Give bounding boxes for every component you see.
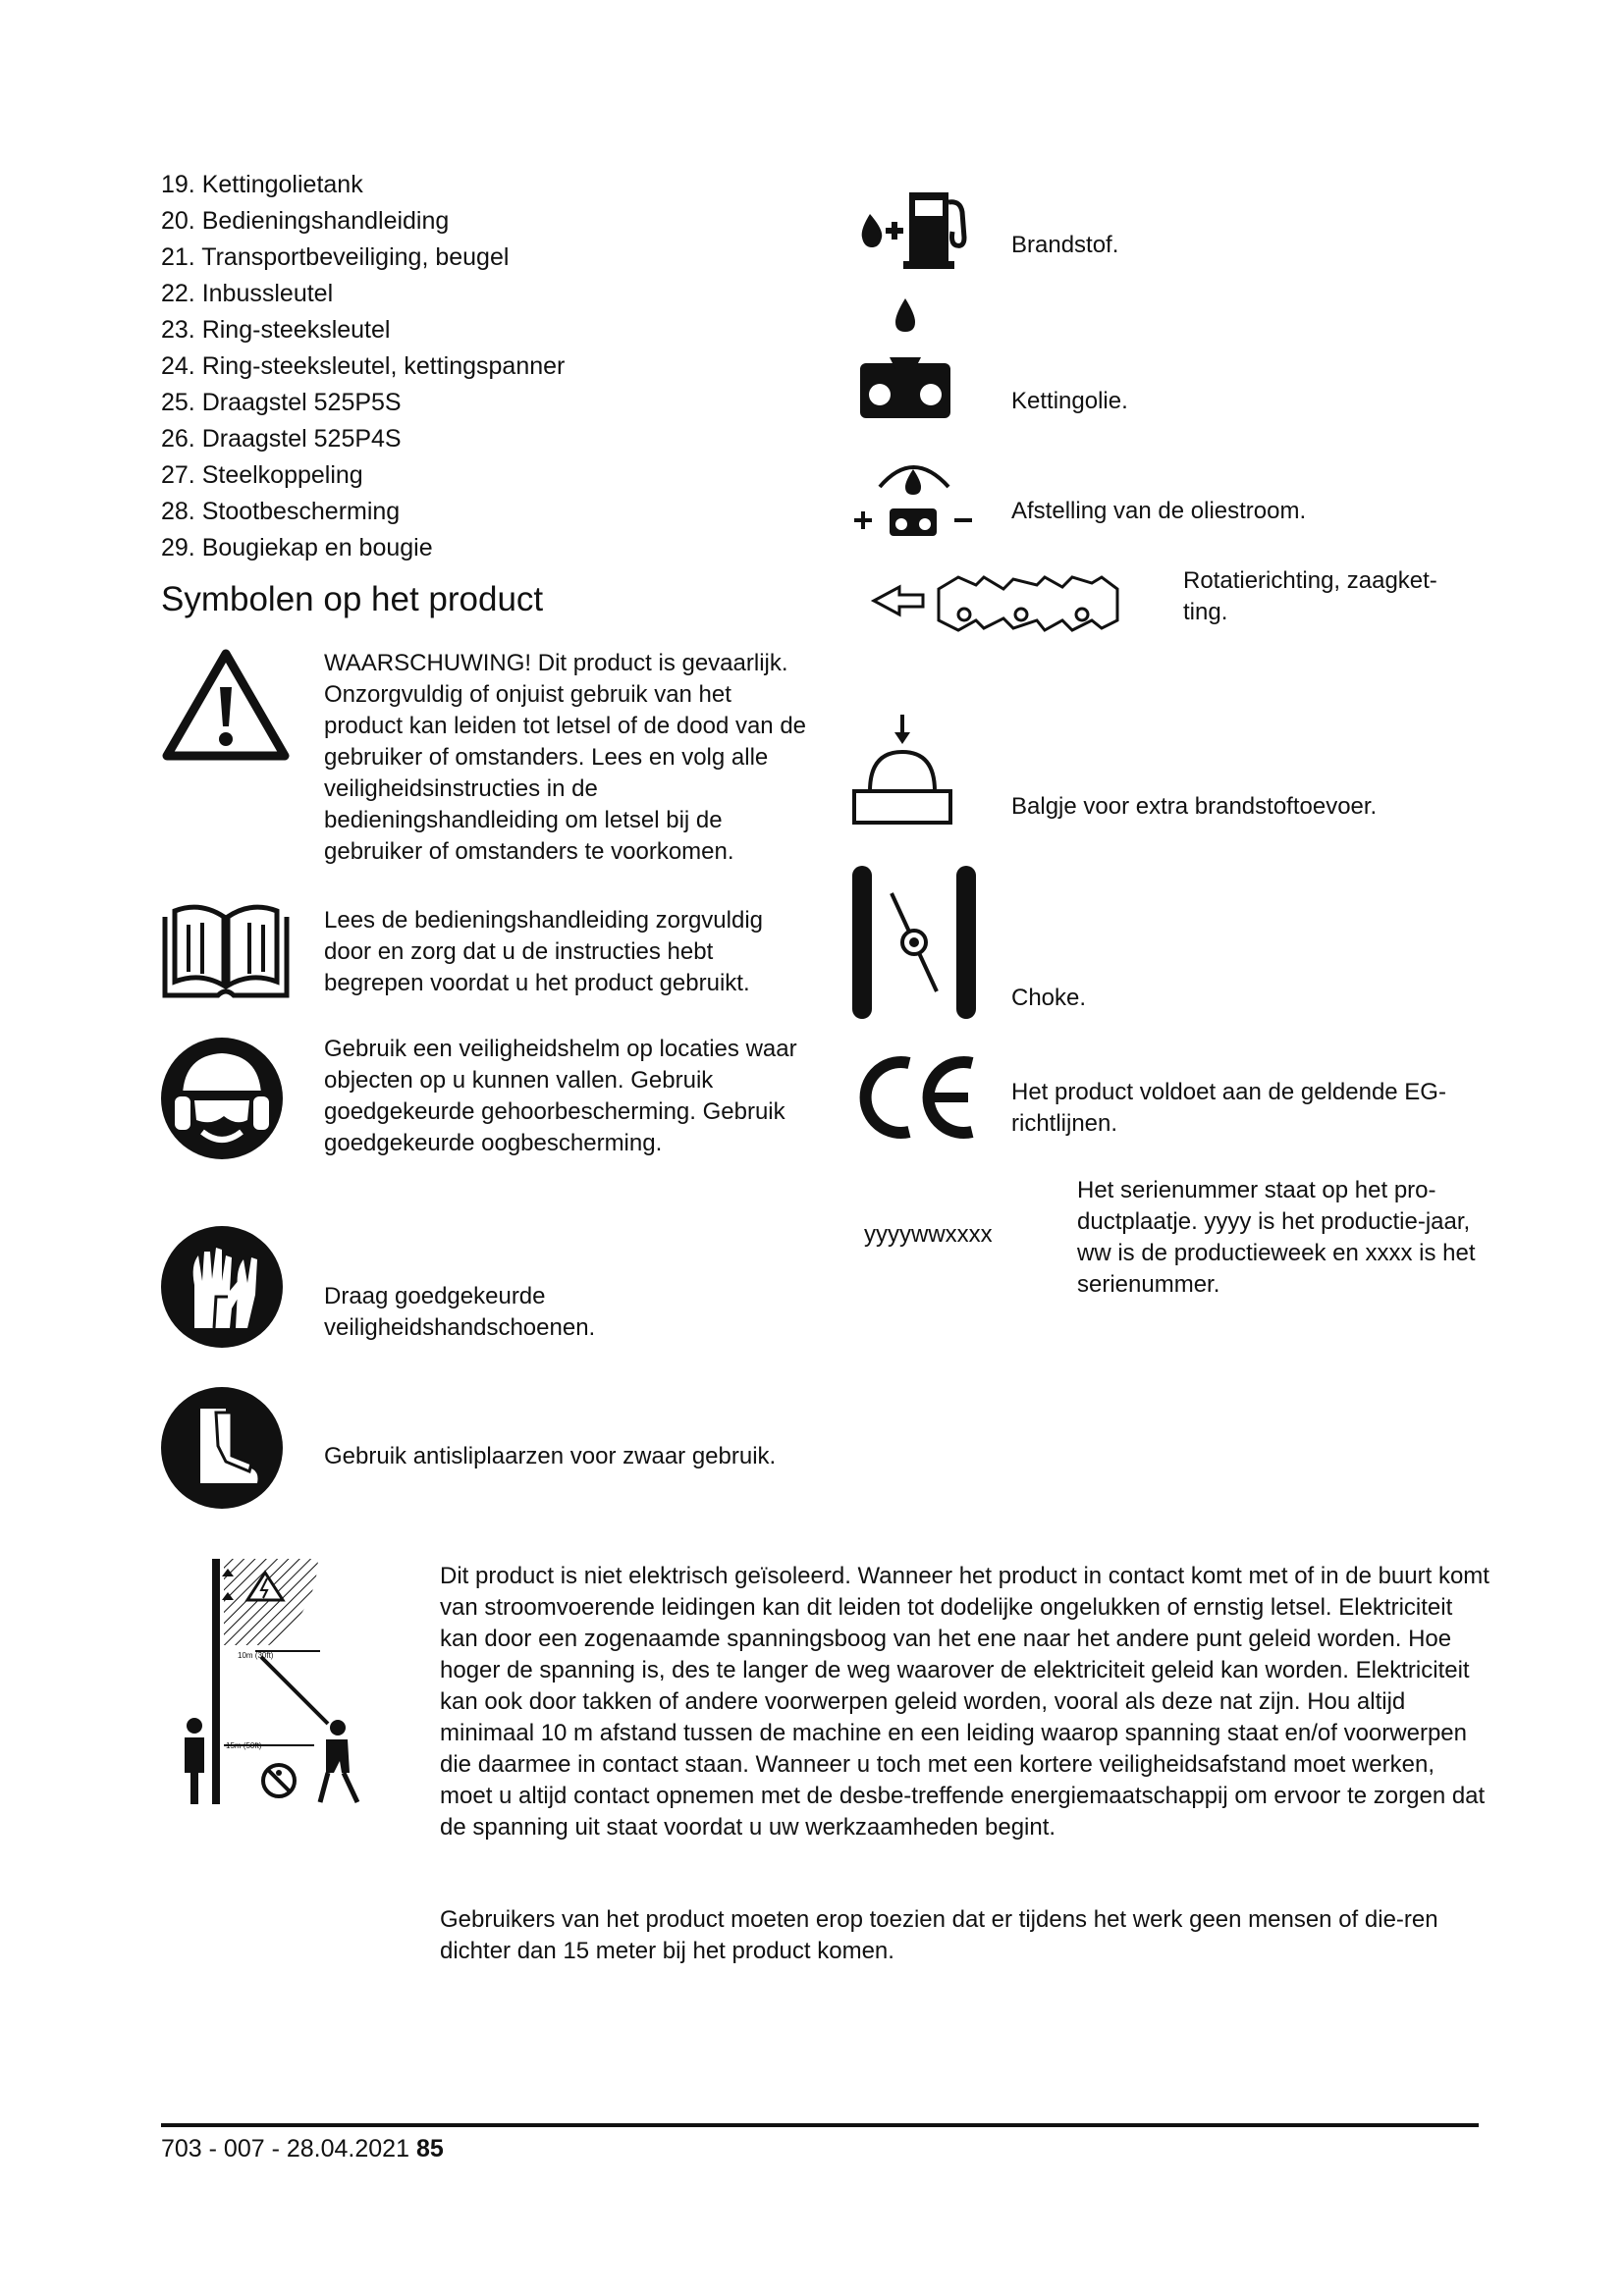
label-10m: 10m (30ft): [238, 1651, 274, 1660]
list-item: 26. Draagstel 525P4S: [161, 425, 402, 453]
gloves-text: Draag goedgekeurde veiligheidshandschoenen.: [324, 1283, 596, 1341]
chain-oil-text: Kettingolie.: [1011, 388, 1128, 414]
primer-bulb-icon: [850, 713, 954, 827]
section-title: Symbolen op het product: [161, 580, 544, 618]
ce-text: Het product voldoet aan de geldende EG-richtlijnen.: [1011, 1079, 1446, 1137]
doc-reference: 703 - 007 - 28.04.2021: [161, 2135, 409, 2163]
list-item: 24. Ring-steeksleutel, kettingspanner: [161, 352, 566, 380]
chain-rotation-icon: [870, 565, 1127, 642]
helmet-text: Gebruik een veiligheidshelm op locaties waar objecten op u kunnen vallen. Gebruik goedgekeurde gehoorbescherming. Gebruik goedgekeurde oogbescherming.: [324, 1036, 797, 1156]
oil-flow-text: Afstelling van de oliestroom.: [1011, 498, 1307, 524]
electric-paragraph-2: Gebruikers van het product moeten erop toezien dat er tijdens het werk geen mensen of die-ren dichter dan 15 meter bij het product komen.: [440, 1906, 1438, 1964]
helmet-protection-icon: [161, 1038, 283, 1159]
choke-text: Choke.: [1011, 985, 1087, 1011]
oil-flow-icon: [850, 457, 978, 538]
parts-list: [161, 167, 565, 566]
power-line-hazard-icon: [181, 1555, 367, 1810]
rotation-text: Rotatierichting, zaagket-ting.: [1183, 567, 1437, 625]
list-item: 28. Stootbescherming: [161, 498, 401, 525]
list-item: 29. Bougiekap en bougie: [161, 534, 433, 561]
boots-icon: [161, 1387, 283, 1509]
serial-text: Het serienummer staat op het pro-ductplaatje. yyyy is het productie-jaar, ww is de productieweek en xxxx is het serienummer.: [1077, 1177, 1476, 1298]
list-item: 27. Steelkoppeling: [161, 461, 363, 489]
label-15m: 15m (50ft): [226, 1741, 262, 1750]
list-item: 25. Draagstel 525P5S: [161, 389, 402, 416]
footer-rule: [161, 2123, 1479, 2127]
fuel-icon: [856, 183, 974, 269]
list-item: 20. Bedieningshandleiding: [161, 207, 450, 235]
warning-text: WAARSCHUWING! Dit product is gevaarlijk. Onzorgvuldig of onjuist gebruik van het product kan leiden tot letsel of de dood van de gebruiker of omstanders. Lees en volg alle veiligheidsinstructies in de bedieningshandleiding om letsel bij de gebruiker of omstanders te voorkomen.: [324, 650, 807, 865]
primer-text: Balgje voor extra brandstoftoevoer.: [1011, 793, 1378, 820]
list-item: 19. Kettingolietank: [161, 171, 363, 198]
manual-text: Lees de bedieningshandleiding zorgvuldig door en zorg dat u de instructies hebt begrepen voordat u het product gebruikt.: [324, 907, 764, 996]
electric-paragraph-1: Dit product is niet elektrisch geïsoleerd. Wanneer het product in contact komt met of in de buurt komt van stroomvoerende leidingen kan dit leiden tot dodelijke ongelukken of ernstig letsel. Elektriciteit kan door een zogenaamde spanningsboog van het ene naar het andere punt geleid worden. Hoe hoger de spanning is, des te langer de weg waarover de elektriciteit geleid kan worden. Elektriciteit kan ook door takken of andere voorwerpen geleid worden, vooral als deze nat zijn. Hou altijd minimaal 10 m afstand tussen de machine en een leiding waarop spanning staat en/of voorwerpen die daarmee in contact staan. Wanneer u toch met een kortere veiligheidsafstand moet werken, moet u altijd contact opnemen met de desbe-treffende energiemaatschappij om ervoor te zorgen dat de spanning uit staat voordat u uw werkzaamheden begint.: [440, 1563, 1489, 1841]
list-item: 23. Ring-steeksleutel: [161, 316, 391, 344]
boots-text: Gebruik antisliplaarzen voor zwaar gebruik.: [324, 1443, 777, 1469]
list-item: 22. Inbussleutel: [161, 280, 334, 307]
serial-code: yyyywwxxxx: [864, 1221, 993, 1248]
page-number: 85: [415, 2135, 444, 2163]
gloves-icon: [161, 1226, 283, 1348]
fuel-text: Brandstof.: [1011, 232, 1119, 258]
warning-triangle-icon: [161, 648, 291, 762]
list-item: 21. Transportbeveiliging, beugel: [161, 243, 510, 271]
ce-mark-icon: [852, 1055, 980, 1140]
footer: [161, 2132, 444, 2165]
chain-oil-icon: [856, 296, 954, 422]
choke-icon: [850, 864, 978, 1021]
manual-book-icon: [161, 903, 291, 999]
